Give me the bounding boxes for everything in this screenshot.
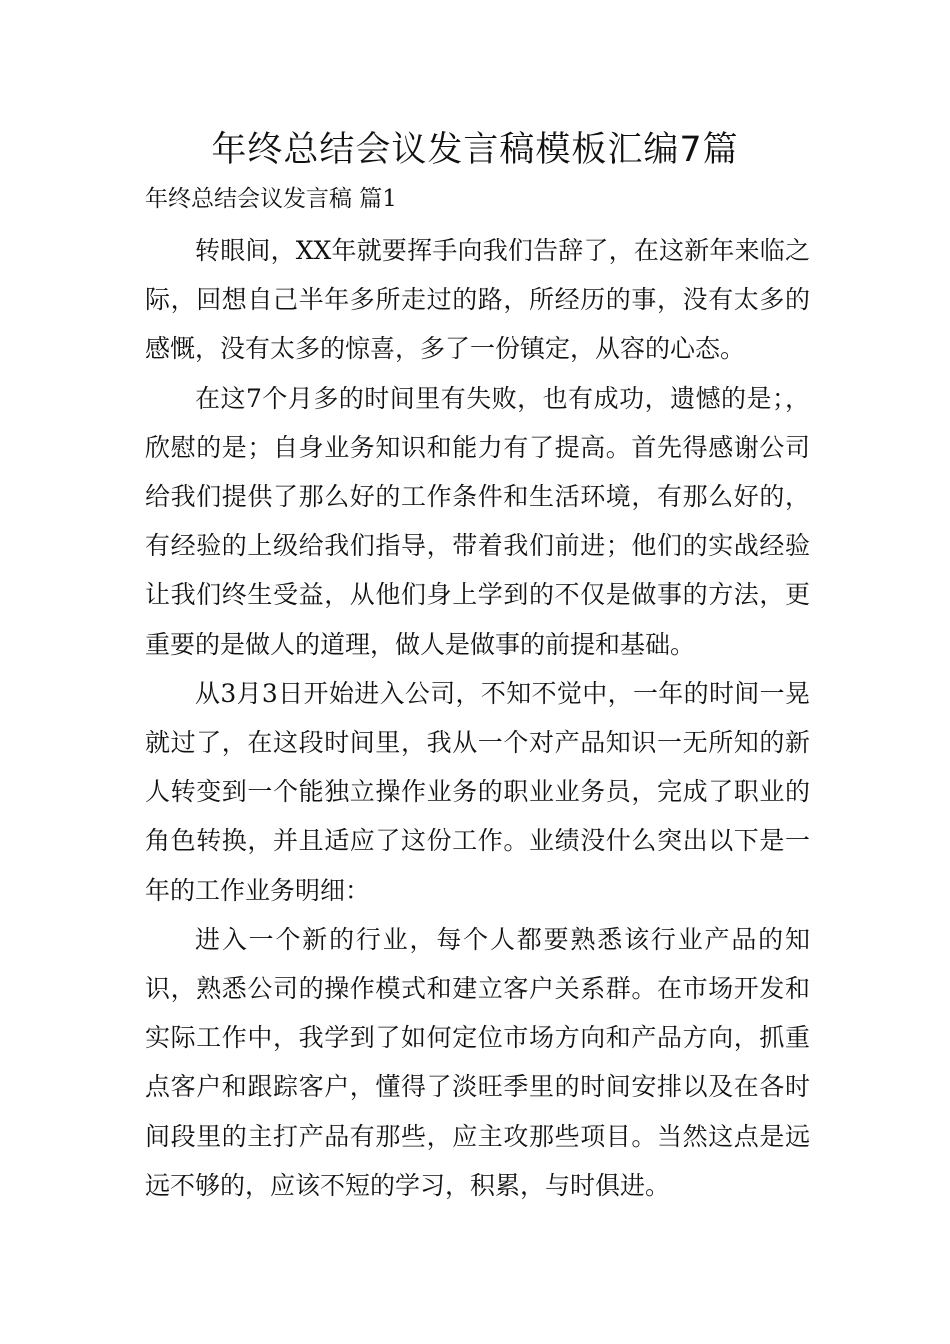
body-text <box>145 226 810 1210</box>
section-heading: 年终总结会议发言稿 篇1 <box>145 186 397 212</box>
paragraph-4: 进入一个新的行业，每个人都要熟悉该行业产品的知识，熟悉公司的操作模式和建立客户关系群。在市场开发和实际工作中，我学到了如何定位市场方向和产品方向，抓重点客户和跟踪客户，懂得了淡旺季里的时间安排以及在各时间段里的主打产品有那些，应主攻那些项目。当然这点是远远不够的，应该不短的学习，积累，与时俱进。 <box>145 924 810 1200</box>
document-title: 年终总结会议发言稿模板汇编7篇 <box>211 130 739 170</box>
paragraph-1: 转眼间，XX年就要挥手向我们告辞了，在这新年来临之际，回想自己半年多所走过的路，所经历的事，没有太多的感慨，没有太多的惊喜，多了一份镇定，从容的心态。 <box>145 236 810 364</box>
paragraph-2: 在这7个月多的时间里有失败，也有成功，遗憾的是；，欣慰的是；自身业务知识和能力有了提高。首先得感谢公司给我们提供了那么好的工作条件和生活环境，有那么好的，有经验的上级给我们指导，带着我们前进；他们的实战经验让我们终生受益，从他们身上学到的不仅是做事的方法，更重要的是做人的道理，做人是做事的前提和基础。 <box>145 383 810 659</box>
paragraph-3: 从3月3日开始进入公司，不知不觉中，一年的时间一晃就过了，在这段时间里，我从一个对产品知识一无所知的新人转变到一个能独立操作业务的职业业务员，完成了职业的角色转换，并且适应了这份工作。业绩没什么突出以下是一年的工作业务明细： <box>145 678 810 905</box>
